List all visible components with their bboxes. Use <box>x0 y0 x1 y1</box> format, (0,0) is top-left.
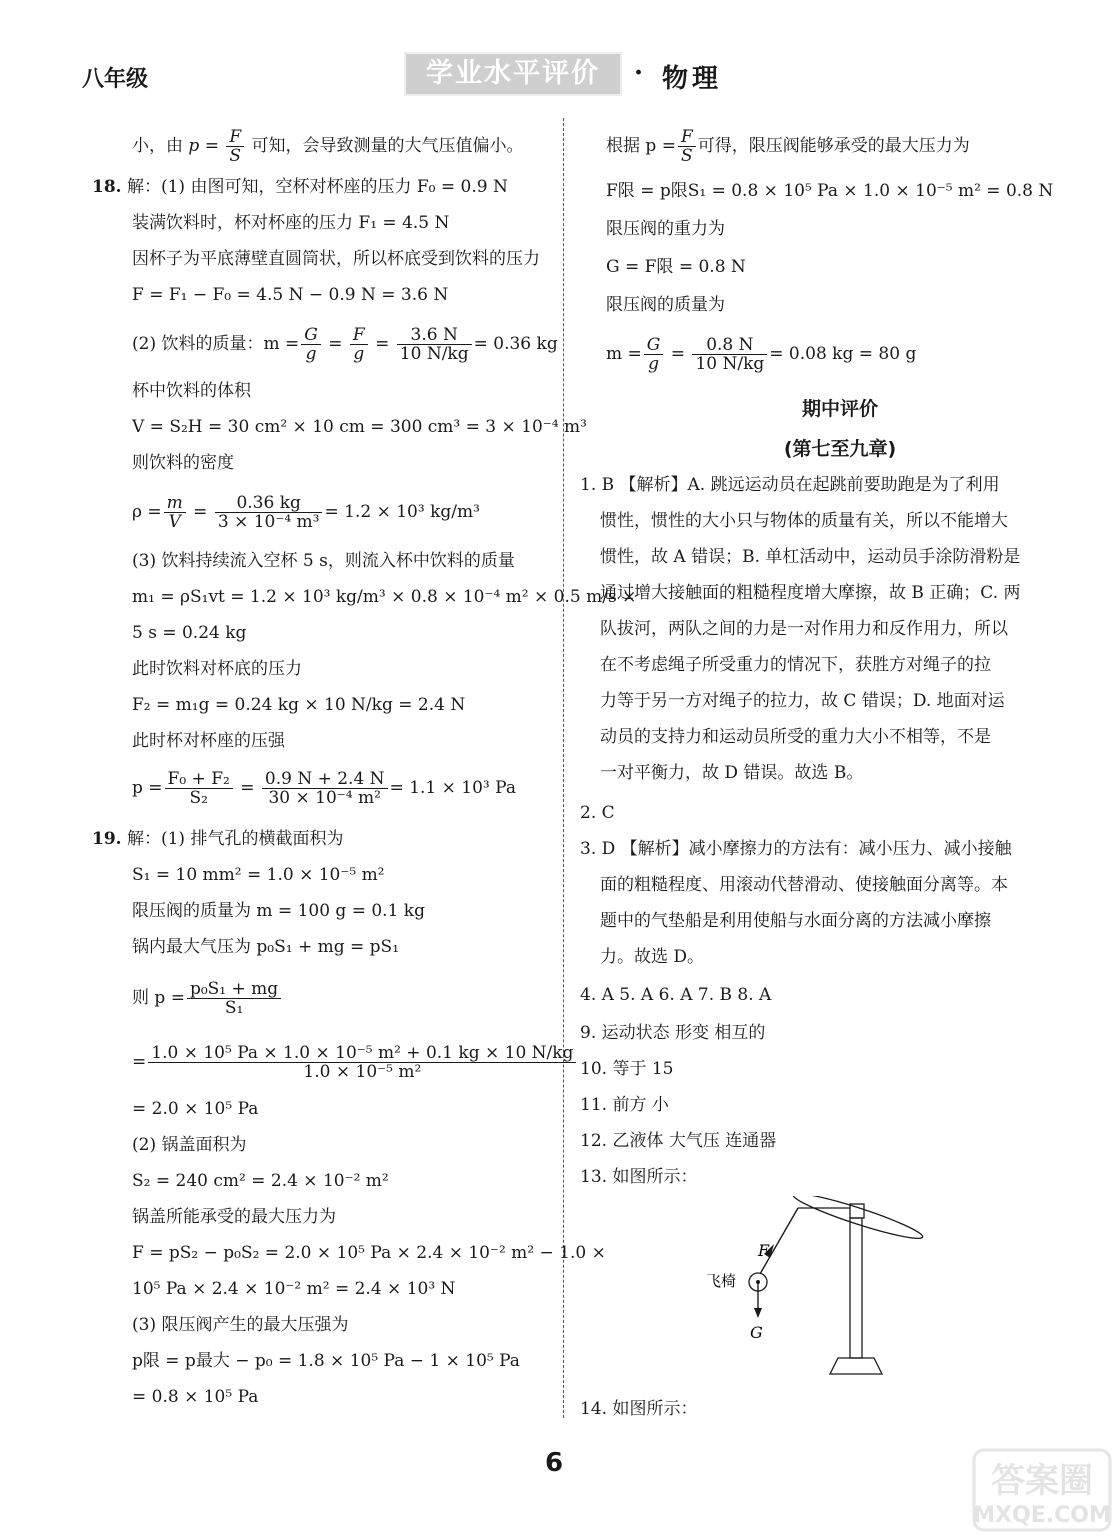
answer-1-line: 动员的支持力和运动员所受的重力大小不相等，不是 <box>600 727 991 747</box>
answer-3-line: 题中的气垫船是利用使船与水面分离的方法减小摩擦 <box>600 911 991 931</box>
answer-9: 9. 运动状态 形变 相互的 <box>580 1023 766 1043</box>
q18-mass-formula: (2) 饮料的质量：m = $\frac{G}{g}$ = $\frac{F}{g}$ = $\frac{3.6 N}{10 N/kg}$ = 0.36 kg <box>132 325 558 364</box>
r-line: F限 = p限S₁ = 0.8 × 10⁵ Pa × 1.0 × 10⁻⁵ m² = 0.8 N <box>606 181 1054 201</box>
section-title: 期中评价 <box>801 398 878 420</box>
q18-line: 此时饮料对杯底的压力 <box>132 659 302 679</box>
r-line: 限压阀的质量为 <box>606 295 725 315</box>
q19-line: p限 = p最大 − p₀ = 1.8 × 10⁵ Pa − 1 × 10⁵ Pa <box>132 1351 520 1371</box>
pole-base <box>830 1358 882 1374</box>
answer-1-line: 通过增大接触面的粗糙程度增大摩擦，故 B 正确；C. 两 <box>600 583 1021 603</box>
q19-line: 锅盖所能承受的最大压力为 <box>132 1207 336 1227</box>
q18-line: F₂ = m₁g = 0.24 kg × 10 N/kg = 2.4 N <box>132 695 466 715</box>
answer-1-line: 队拔河，两队之间的力是一对作用力和反作用力，所以 <box>600 619 1008 639</box>
label-G: G <box>750 1323 763 1342</box>
header-separator: · <box>634 58 644 88</box>
answer-1-line: 1. B 【解析】A. 跳远运动员在起跳前要助跑是为了利用 <box>580 475 1000 495</box>
q17-tail-line: 小，由 p = $\frac{F}{S}$ 可知，会导致测量的大气压值偏小。 <box>132 127 524 166</box>
swing-ride-figure <box>700 1196 940 1386</box>
answer-10: 10. 等于 15 <box>580 1059 674 1079</box>
watermark-logo <box>972 1448 1112 1532</box>
rotating-canopy <box>791 1196 925 1245</box>
answer-12: 12. 乙液体 大气压 连通器 <box>580 1131 777 1151</box>
q18-pressure-formula: p = $\frac{\text{F₀ + F₂}}{\text{S₂}}$ = $\frac{0.9 N + 2.4 N}{\text{30 × 10⁻⁴ m²}}$ = 1.1 × 10³ Pa <box>132 769 516 808</box>
r-formula-line: 根据 p = $\frac{F}{S}$ 可得，限压阀能够承受的最大压力为 <box>606 127 970 166</box>
q19-line: = 2.0 × 10⁵ Pa <box>132 1099 259 1119</box>
svg-text:答案圈: 答案圈 <box>991 1461 1093 1501</box>
answer-11: 11. 前方 小 <box>580 1095 669 1115</box>
section-subtitle: (第七至九章) <box>783 438 897 460</box>
q19-line: 限压阀的质量为 m = 100 g = 0.1 kg <box>132 901 425 921</box>
answer-2: 2. C <box>580 803 615 823</box>
answer-3-line: 面的粗糙程度、用滚动代替滑动、使接触面分离等。本 <box>600 875 1008 895</box>
force-G-arrow <box>754 1308 762 1318</box>
q19-line: (2) 锅盖面积为 <box>132 1135 247 1155</box>
answer-13: 13. 如图所示： <box>580 1167 698 1187</box>
answer-1-line: 在不考虑绳子所受重力的情况下，获胜方对绳子的拉 <box>600 655 991 675</box>
series-banner <box>404 52 622 96</box>
q19-line: S₁ = 10 mm² = 1.0 × 10⁻⁵ m² <box>132 865 385 885</box>
q19-p-formula: 则 p = $\frac{\text{p₀S₁ + mg}}{\text{S₁}}$ <box>132 980 283 1017</box>
q19-line: 锅内最大气压为 p₀S₁ + mg = pS₁ <box>132 937 400 957</box>
series-title: 学业水平评价 <box>426 58 600 89</box>
q18-density-formula: ρ = $\frac{m}{V}$ = $\frac{0.36 kg}{\text{3 × 10⁻⁴ m³}}$ = 1.2 × 10³ kg/m³ <box>132 493 480 532</box>
q19-line: = 0.8 × 10⁵ Pa <box>132 1387 259 1407</box>
answer-1-line: 惯性，故 A 错误；B. 单杠活动中，运动员手涂防滑粉是 <box>600 547 1021 567</box>
subject-label: 物理 <box>662 64 723 94</box>
answer-1-line: 惯性，惯性的大小只与物体的质量有关，所以不能增大 <box>600 511 1008 531</box>
label-chair: 飞椅 <box>706 1272 737 1290</box>
r-line: 限压阀的重力为 <box>606 219 725 239</box>
q19-line: (3) 限压阀产生的最大压强为 <box>132 1315 349 1335</box>
q18-line: V = S₂H = 30 cm² × 10 cm = 300 cm³ = 3 × 10⁻⁴ m³ <box>132 417 587 437</box>
answer-3-line: 3. D 【解析】减小摩擦力的方法有：减小压力、减小接触 <box>580 839 1012 859</box>
page-number: 6 <box>545 1448 564 1478</box>
answer-14: 14. 如图所示： <box>580 1399 698 1419</box>
q18-line: F = F₁ − F₀ = 4.5 N − 0.9 N = 3.6 N <box>132 285 449 305</box>
q18-line: 则饮料的密度 <box>132 453 234 473</box>
answer-3-line: 力。故选 D。 <box>600 947 705 967</box>
grade-label: 八年级 <box>82 66 149 92</box>
q19-line: 19. 解：(1) 排气孔的横截面积为 <box>92 829 344 849</box>
q19-p-calc: = $\frac{\text{1.0 × 10⁵ Pa × 1.0 × 10⁻⁵ m² + 0.1 kg × 10 N/kg}}{\text{1.0 × 10⁻⁵ m²}}$ <box>132 1044 578 1081</box>
label-F: F <box>758 1241 770 1260</box>
q18-line: m₁ = ρS₁vt = 1.2 × 10³ kg/m³ × 0.8 × 10⁻⁴ m² × 0.5 m/s × <box>132 587 637 607</box>
r-line: G = F限 = 0.8 N <box>606 257 746 277</box>
q19-line: F = pS₂ − p₀S₂ = 2.0 × 10⁵ Pa × 2.4 × 10⁻² m² − 1.0 × <box>132 1243 606 1263</box>
column-divider <box>563 118 564 1418</box>
q18-line: 装满饮料时，杯对杯座的压力 F₁ = 4.5 N <box>132 213 450 233</box>
answer-1-line: 一对平衡力，故 D 错误。故选 B。 <box>600 763 864 783</box>
q18-line: 因杯子为平底薄壁直圆筒状，所以杯底受到饮料的压力 <box>132 249 540 269</box>
q19-line: 10⁵ Pa × 2.4 × 10⁻² m² = 2.4 × 10³ N <box>132 1279 456 1299</box>
q18-line: 此时杯对杯座的压强 <box>132 731 285 751</box>
q18-line: 18. 解：(1) 由图可知，空杯对杯座的压力 F₀ = 0.9 N <box>92 177 508 197</box>
q18-line: 杯中饮料的体积 <box>132 381 251 401</box>
central-pole <box>850 1218 862 1358</box>
q18-line: 5 s = 0.24 kg <box>132 623 247 643</box>
answer-4-8: 4. A 5. A 6. A 7. B 8. A <box>580 985 772 1005</box>
svg-text:MXQE.COM: MXQE.COM <box>973 1503 1111 1528</box>
r-mass-formula: m = $\frac{G}{g}$ = $\frac{0.8 N}{10 N/kg}$ = 0.08 kg = 80 g <box>606 335 917 374</box>
answer-1-line: 力等于另一方对绳子的拉力，故 C 错误；D. 地面对运 <box>600 691 1005 711</box>
q19-line: S₂ = 240 cm² = 2.4 × 10⁻² m² <box>132 1171 389 1191</box>
q18-line: (3) 饮料持续流入空杯 5 s，则流入杯中饮料的质量 <box>132 551 515 571</box>
